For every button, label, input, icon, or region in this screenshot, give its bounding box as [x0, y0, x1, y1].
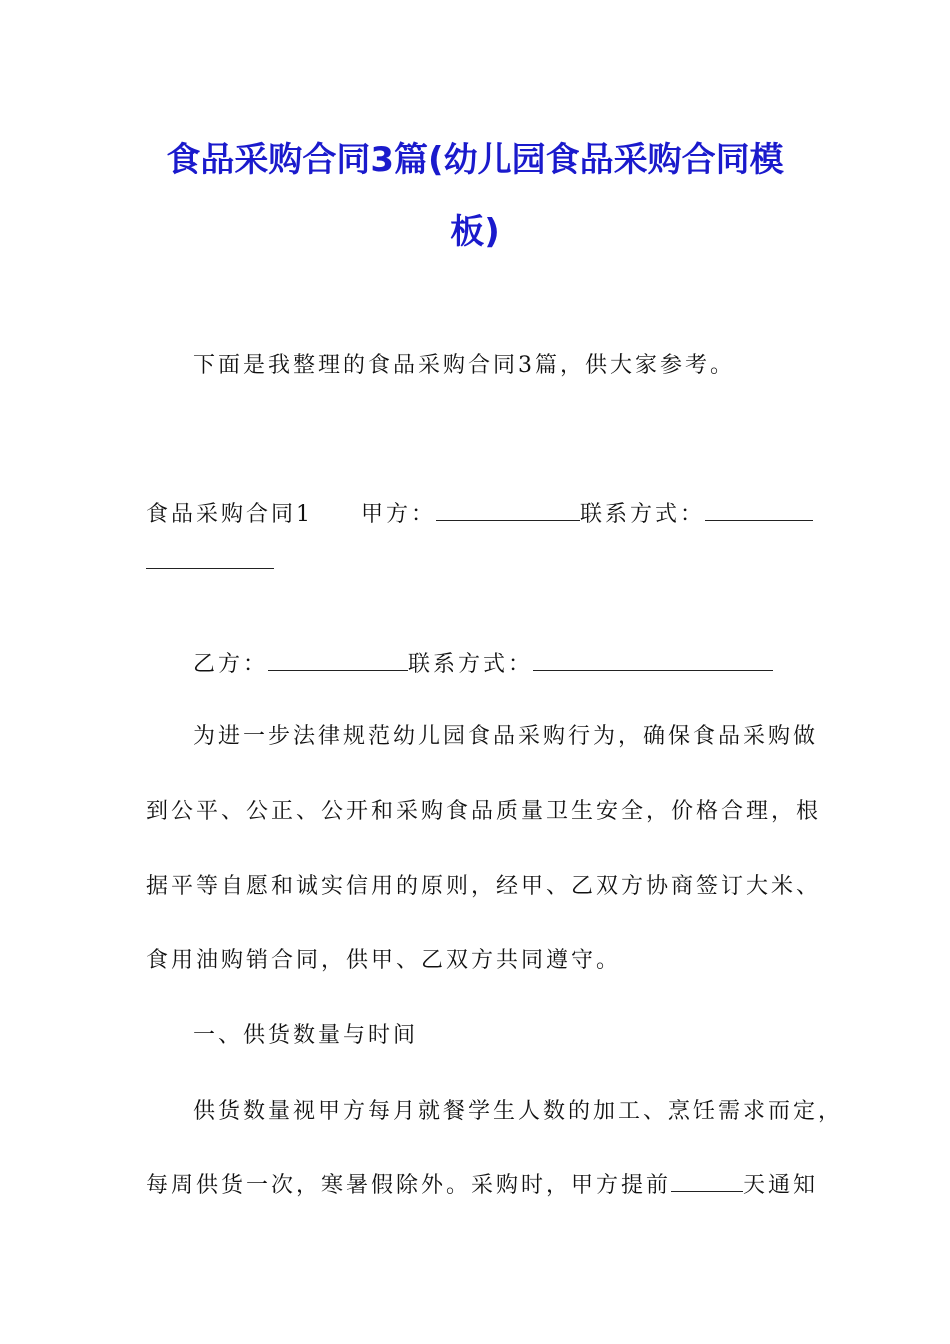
- party-b-label: 乙方：: [193, 652, 269, 677]
- contract-heading: 食品采购合同1: [146, 502, 313, 527]
- paragraph-1-line-1: 为进一步法律规范幼儿园食品采购行为，确保食品采购做: [193, 724, 819, 749]
- party-a-blank: [436, 498, 580, 521]
- intro-paragraph: 下面是我整理的食品采购合同3篇，供大家参考。: [193, 353, 735, 378]
- document-title-line1: 食品采购合同3篇(幼儿园食品采购合同模: [166, 140, 784, 180]
- notice-days-blank: [671, 1169, 743, 1192]
- party-a-contact-blank-continued: [146, 568, 274, 569]
- party-b-contact-label: 联系方式：: [408, 652, 534, 677]
- paragraph-1-line-4: 食用油购销合同，供甲、乙双方共同遵守。: [146, 948, 622, 973]
- party-a-contact-blank: [705, 498, 813, 521]
- paragraph-1-line-2: 到公平、公正、公开和采购食品质量卫生安全，价格合理，根: [146, 799, 822, 824]
- paragraph-2-line-1: 供货数量视甲方每月就餐学生人数的加工、烹饪需求而定，: [193, 1099, 844, 1124]
- party-b-line: [193, 647, 773, 678]
- party-a-contact-label: 联系方式：: [580, 502, 706, 527]
- contract-party-a-line: [146, 497, 813, 528]
- paragraph-2-line-2-text-b: 天通知: [743, 1173, 819, 1198]
- section-1-heading: 一、供货数量与时间: [193, 1023, 419, 1048]
- party-a-label: 甲方：: [361, 502, 437, 527]
- paragraph-2-line-2-text-a: 每周供货一次，寒暑假除外。采购时，甲方提前: [146, 1173, 672, 1198]
- document-title-line2: 板): [450, 212, 500, 252]
- paragraph-1-line-3: 据平等自愿和诚实信用的原则，经甲、乙双方协商签订大米、: [146, 874, 822, 899]
- paragraph-2-line-2: [146, 1168, 818, 1199]
- party-b-contact-blank: [533, 648, 773, 671]
- party-b-blank: [268, 648, 408, 671]
